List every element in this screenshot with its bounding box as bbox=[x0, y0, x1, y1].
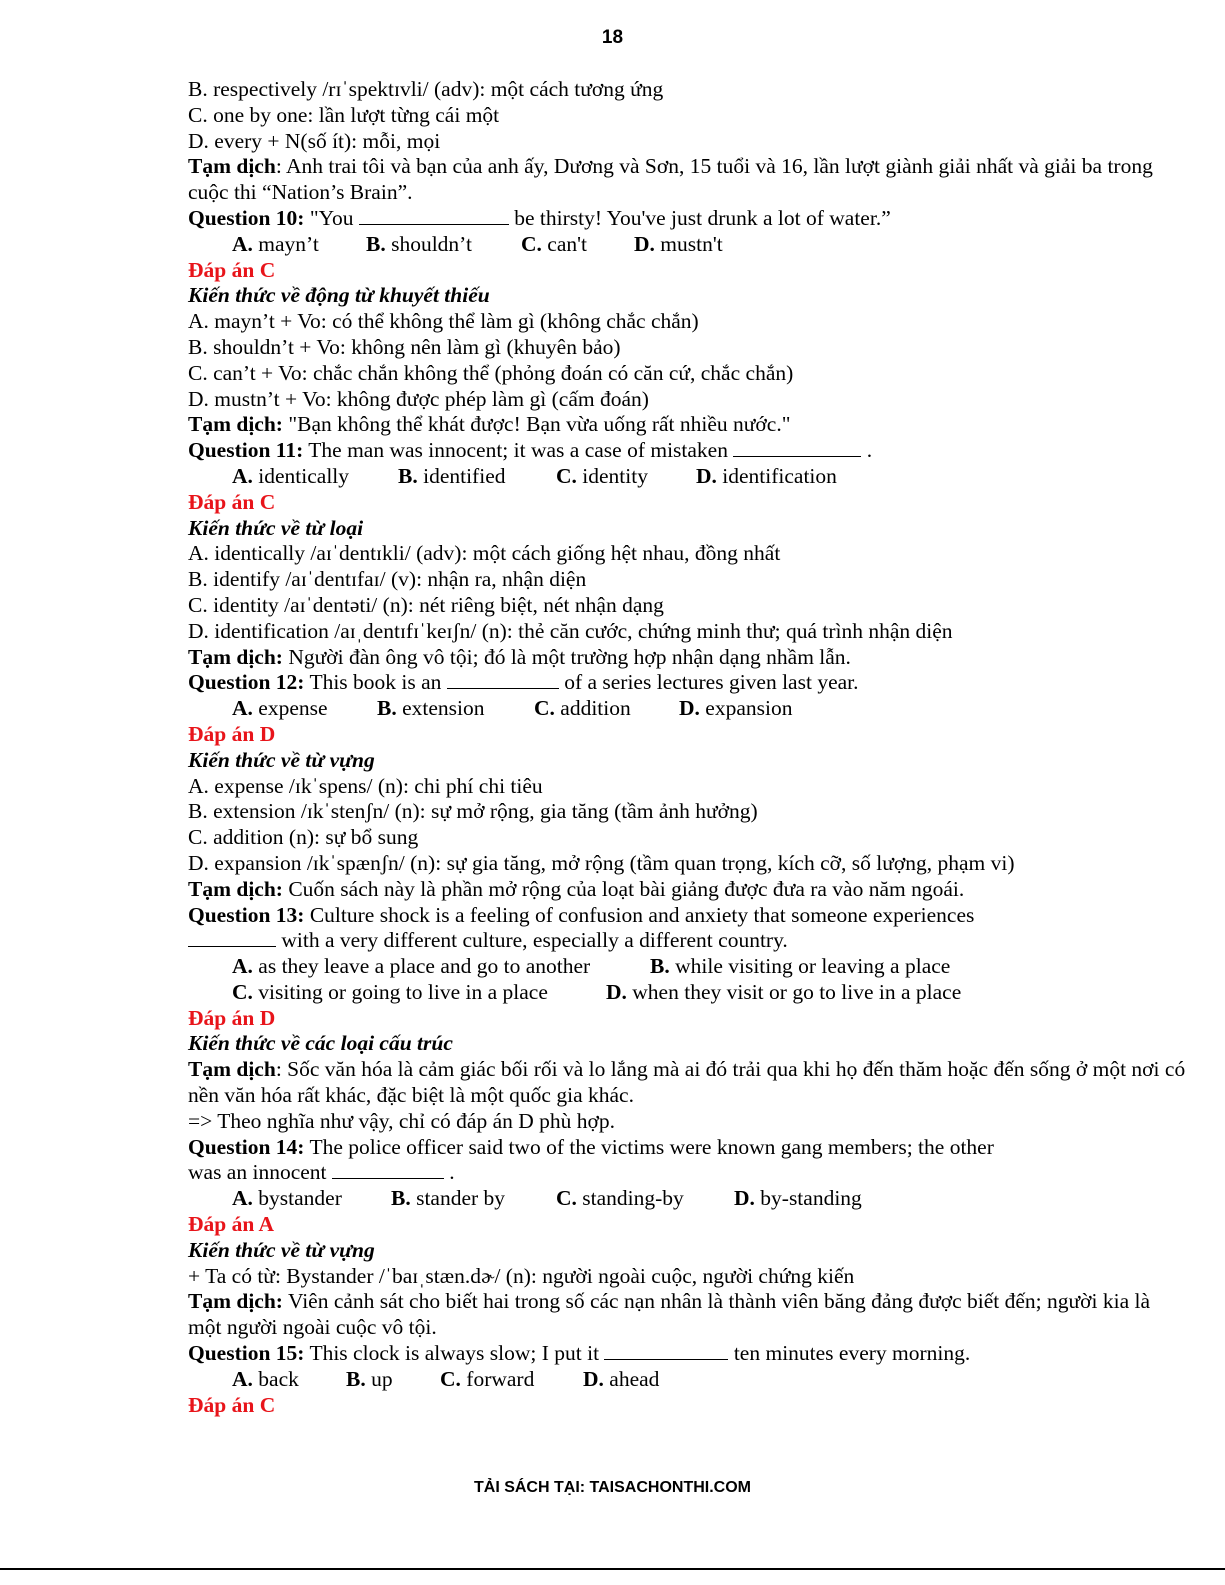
option-letter: A. bbox=[232, 1366, 253, 1391]
translation-label: Tạm dịch: bbox=[188, 644, 283, 669]
text-line: B. extension /ɪkˈstenʃn/ (n): sự mở rộng, gia tăng (tầm ảnh hưởng) bbox=[188, 799, 758, 824]
translation: Tạm dịch: "Bạn không thể khát được! Bạn vừa uống rất nhiều nước." bbox=[188, 412, 791, 437]
option: B. up bbox=[346, 1366, 393, 1391]
option: B. identified bbox=[398, 463, 506, 488]
translation-label: Tạm dịch: bbox=[188, 876, 283, 901]
option: A. as they leave a place and go to another bbox=[232, 954, 591, 979]
translation: Tạm dịch: Sốc văn hóa là cảm giác bối rối và lo lắng mà ai đó trải qua khi họ đến thăm hoặc đến sống ở một nơi có nền văn hóa rất khác, đặc biệt là một quốc gia khác. bbox=[188, 1057, 1186, 1108]
text-line: A. expense /ɪkˈspens/ (n): chi phí chi tiêu bbox=[188, 773, 543, 798]
option-letter: C. bbox=[440, 1366, 461, 1391]
option: A. identically bbox=[232, 463, 350, 488]
translation: Tạm dịch: Anh trai tôi và bạn của anh ấy, Dương và Sơn, 15 tuổi và 16, lần lượt giành giải nhất và giải ba trong cuộc thi “Nation’s Brain”. bbox=[188, 154, 1153, 205]
document-body bbox=[188, 77, 1188, 1418]
text-line: + Ta có từ: Bystander /ˈbaɪˌstæn.dɚ/ (n): người ngoài cuộc, người chứng kiến bbox=[188, 1263, 855, 1288]
options-row bbox=[188, 954, 1188, 980]
answer-blank bbox=[604, 1341, 728, 1360]
option-letter: D. bbox=[679, 696, 700, 721]
topic-heading: Kiến thức về từ vựng bbox=[188, 747, 375, 772]
translation-label: Tạm dịch: bbox=[188, 1289, 283, 1314]
answer-key: Đáp án C bbox=[188, 1392, 276, 1417]
topic-heading: Kiến thức về từ vựng bbox=[188, 1237, 375, 1262]
text-line: D. mustn’t + Vo: không được phép làm gì (cấm đoán) bbox=[188, 386, 649, 411]
option-letter: C. bbox=[521, 231, 542, 256]
options-row bbox=[188, 464, 1188, 490]
answer-blank bbox=[447, 670, 559, 689]
answer-blank bbox=[332, 1160, 444, 1179]
text-line: => Theo nghĩa như vậy, chỉ có đáp án D phù hợp. bbox=[188, 1108, 616, 1133]
option: C. identity bbox=[556, 463, 648, 488]
option: B. stander by bbox=[391, 1186, 506, 1211]
option-letter: B. bbox=[398, 463, 418, 488]
option-letter: C. bbox=[232, 979, 253, 1004]
option: D. by-standing bbox=[734, 1186, 862, 1211]
option: D. mustn't bbox=[634, 231, 723, 256]
option: B. while visiting or leaving a place bbox=[650, 954, 951, 979]
option-letter: C. bbox=[534, 696, 555, 721]
option-letter: B. bbox=[377, 696, 397, 721]
text-line: C. identity /aɪˈdentəti/ (n): nét riêng biệt, nét nhận dạng bbox=[188, 592, 664, 617]
text-line: A. mayn’t + Vo: có thể không thể làm gì (không chắc chắn) bbox=[188, 309, 699, 334]
translation: Tạm dịch: Người đàn ông vô tội; đó là một trường hợp nhận dạng nhầm lẫn. bbox=[188, 644, 851, 669]
answer-key: Đáp án D bbox=[188, 1005, 276, 1030]
option: C. visiting or going to live in a place bbox=[232, 979, 548, 1004]
option-letter: B. bbox=[391, 1186, 411, 1211]
question: Question 13: Culture shock is a feeling of confusion and anxiety that someone experiences with a very different culture, especially a different country. bbox=[188, 902, 975, 953]
text-line: A. identically /aɪˈdentɪkli/ (adv): một cách giống hệt nhau, đồng nhất bbox=[188, 541, 781, 566]
translation-label: Tạm dịch bbox=[188, 154, 276, 179]
option: D. ahead bbox=[583, 1366, 660, 1391]
answer-blank bbox=[359, 206, 509, 225]
option-letter: C. bbox=[556, 463, 577, 488]
question: Question 12: This book is an of a series lectures given last year. bbox=[188, 670, 859, 695]
text-line: D. identification /aɪˌdentɪfɪˈkeɪʃn/ (n): thẻ căn cước, chứng minh thư; quá trình nhận diện bbox=[188, 618, 953, 643]
options-row bbox=[188, 1186, 1188, 1212]
topic-heading: Kiến thức về từ loại bbox=[188, 515, 364, 540]
question-label: Question 10: bbox=[188, 205, 305, 230]
answer-key: Đáp án A bbox=[188, 1212, 275, 1237]
translation: Tạm dịch: Viên cảnh sát cho biết hai trong số các nạn nhân là thành viên băng đảng được biết đến; người kia là một người ngoài cuộc vô tội. bbox=[188, 1289, 1151, 1340]
question-label: Question 11: bbox=[188, 438, 304, 463]
option: C. forward bbox=[440, 1366, 535, 1391]
translation-label: Tạm dịch bbox=[188, 1057, 276, 1082]
option-letter: D. bbox=[696, 463, 717, 488]
translation: Tạm dịch: Cuốn sách này là phần mở rộng của loạt bài giảng được đưa ra vào năm ngoái. bbox=[188, 876, 965, 901]
option: A. mayn’t bbox=[232, 231, 319, 256]
option: C. standing-by bbox=[556, 1186, 684, 1211]
option: D. identification bbox=[696, 463, 837, 488]
text-line: D. every + N(số ít): mỗi, mọi bbox=[188, 128, 441, 153]
page-number: 18 bbox=[601, 27, 624, 48]
option: B. extension bbox=[377, 696, 485, 721]
footer-download-note: TẢI SÁCH TẠI: TAISACHONTHI.COM bbox=[473, 1479, 751, 1496]
option-letter: D. bbox=[734, 1186, 755, 1211]
answer-blank bbox=[733, 438, 861, 457]
text-line: C. addition (n): sự bổ sung bbox=[188, 825, 419, 850]
text-line: B. identify /aɪˈdentɪfaɪ/ (v): nhận ra, nhận diện bbox=[188, 567, 587, 592]
option-letter: C. bbox=[556, 1186, 577, 1211]
text-line: C. can’t + Vo: chắc chắn không thể (phỏng đoán có căn cứ, chắc chắn) bbox=[188, 360, 794, 385]
option-letter: A. bbox=[232, 1186, 253, 1211]
option: A. expense bbox=[232, 696, 328, 721]
bottom-rule bbox=[0, 1568, 1225, 1570]
question: Question 10: "You be thirsty! You've just drunk a lot of water.” bbox=[188, 205, 891, 230]
text-line: B. shouldn’t + Vo: không nên làm gì (khuyên bảo) bbox=[188, 334, 621, 359]
options-row bbox=[188, 696, 1188, 722]
option-letter: D. bbox=[583, 1366, 604, 1391]
answer-key: Đáp án C bbox=[188, 489, 276, 514]
answer-key: Đáp án C bbox=[188, 257, 276, 282]
option: D. expansion bbox=[679, 696, 793, 721]
options-row bbox=[188, 232, 1188, 258]
question: Question 14: The police officer said two of the victims were known gang members; the other was an innocent . bbox=[188, 1134, 994, 1185]
option-letter: A. bbox=[232, 463, 253, 488]
option-letter: D. bbox=[634, 231, 655, 256]
question: Question 15: This clock is always slow; I put it ten minutes every morning. bbox=[188, 1341, 971, 1366]
topic-heading: Kiến thức về động từ khuyết thiếu bbox=[188, 283, 490, 308]
option: D. when they visit or go to live in a place bbox=[606, 979, 962, 1004]
text-line: B. respectively /rɪˈspektɪvli/ (adv): một cách tương ứng bbox=[188, 77, 664, 101]
answer-key: Đáp án D bbox=[188, 721, 276, 746]
answer-blank bbox=[188, 928, 276, 947]
translation-label: Tạm dịch: bbox=[188, 412, 283, 437]
question-label: Question 12: bbox=[188, 670, 305, 695]
option-letter: D. bbox=[606, 979, 627, 1004]
option-letter: B. bbox=[366, 231, 386, 256]
text-line: C. one by one: lần lượt từng cái một bbox=[188, 102, 500, 127]
option: C. addition bbox=[534, 696, 631, 721]
option: B. shouldn’t bbox=[366, 231, 472, 256]
question: Question 11: The man was innocent; it was a case of mistaken . bbox=[188, 438, 873, 463]
question-label: Question 13: bbox=[188, 902, 305, 927]
options-row bbox=[188, 980, 1188, 1006]
option-letter: A. bbox=[232, 696, 253, 721]
options-row bbox=[188, 1367, 1188, 1393]
option-letter: A. bbox=[232, 231, 253, 256]
option-letter: A. bbox=[232, 954, 253, 979]
option-letter: B. bbox=[346, 1366, 366, 1391]
option: C. can't bbox=[521, 231, 587, 256]
option: A. back bbox=[232, 1366, 299, 1391]
option-letter: B. bbox=[650, 954, 670, 979]
option: A. bystander bbox=[232, 1186, 342, 1211]
question-label: Question 15: bbox=[188, 1341, 305, 1366]
text-line: D. expansion /ɪkˈspænʃn/ (n): sự gia tăng, mở rộng (tầm quan trọng, kích cỡ, số lượng, phạm vi) bbox=[188, 850, 1015, 875]
question-label: Question 14: bbox=[188, 1134, 305, 1159]
topic-heading: Kiến thức về các loại cấu trúc bbox=[188, 1031, 453, 1056]
